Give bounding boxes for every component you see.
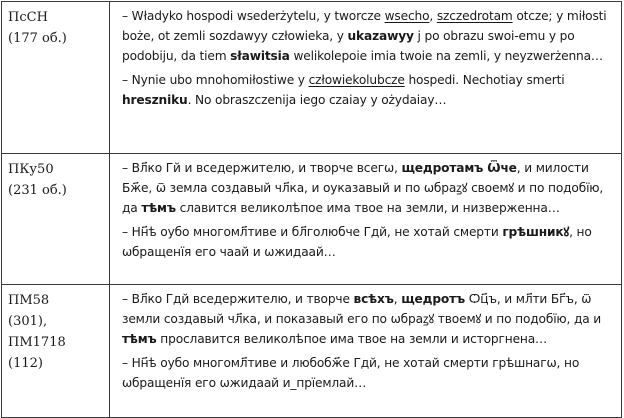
emphasized-word: щедротъ [401,292,466,306]
text-segment: . No obraszczenija iego czaiay y ożydaiay… [187,93,447,107]
text-segment: – Nynie ubo mnohomiłostiwe y [122,73,309,87]
text-paragraph [122,158,613,218]
text-segment: – Вл҃ко Гй и вседержителю, и творче всегѡ, [122,161,402,175]
text-cell [110,2,622,154]
text-paragraph [122,70,613,110]
text-segment: j po obrazu swoi-emu y po podobiju, da tiem [122,29,575,63]
source-label-line: (112) [8,356,43,371]
source-cell [2,154,110,285]
emphasized-word: грѣшникꙋ [502,225,570,239]
emphasized-word: тѣмъ [141,201,176,215]
text-segment: Ѻц҃ъ, и мл҃ти Бг҃ъ, ѿ земли создавый чл҃ка, и показавый его по ѡбраꙁꙋ твоемꙋ и по подобїю, да и [122,292,602,326]
table-row [2,2,622,154]
table-row [2,154,622,285]
source-label-line: (177 об.) [8,31,67,46]
underlined-word: wsecho [384,9,430,23]
emphasized-word: тѣмъ [122,332,157,346]
underlined-word: człowiekolubcze [308,73,405,87]
text-segment: прославится великолѣпое има твое на земли и исторгнена… [156,332,548,346]
emphasized-word: всѣхъ [353,292,394,306]
text-segment: – Władyko hospodi wsederżytelu, y tworcze [122,9,385,23]
text-segment: – Нн҃ѣ оубо многомл҃тиве и любобж҃е Гдй, не хотай смерти грѣшнагѡ, но ѡбращенїя его ѡжидаай и_прїемлай… [122,356,580,390]
source-label-line: (231 об.) [8,183,67,198]
text-segment: , [429,9,437,23]
text-segment: welikolepoie imia twoie na zemli, y neyzwerżenna… [289,49,603,63]
text-paragraph [122,289,613,349]
table-row [2,285,622,418]
source-label-line: ПМ58 [8,293,50,308]
text-segment: – Нн҃ѣ оубо многомл҃тиве и бл҃голюбче Гдй, не хотай смерти [122,225,503,239]
source-cell [2,2,110,154]
comparison-table [1,1,622,418]
text-cell [110,154,622,285]
underlined-word: szczedrotam [436,9,513,23]
text-paragraph [122,222,613,262]
text-segment: , но ѡбращенїя его чаай и ѡжидаай… [122,225,592,259]
source-label-line: (301), [8,314,48,329]
text-segment: hospedi. Nechotiay smerti [404,73,565,87]
emphasized-word: щедротамъ Ѿче [401,161,517,175]
text-segment: , [393,292,402,306]
source-label-line: ПсСН [8,10,48,25]
text-paragraph [122,6,613,66]
source-cell [2,285,110,418]
text-cell [110,285,622,418]
source-label-line: ПМ1718 [8,335,66,350]
text-segment: otcze; y miłosti boże, ot zemli sozdawyy człowieka, y [122,9,607,43]
text-segment: – Вл҃ко Гдй вседержителю, и творче [122,292,354,306]
text-segment: , и милости Бж҃е, ѿ земла создавый чл҃ка, и оуказавый и по ѡбраꙁꙋ своемꙋ и по подобїю, да [122,161,604,215]
emphasized-word: sławitsia [230,49,290,63]
emphasized-word: hreszniku [122,93,188,107]
text-paragraph [122,353,613,393]
source-label-line: ПКу50 [8,162,54,177]
text-segment: славится великолѣпое има твое на земли, и низверженна… [175,201,560,215]
emphasized-word: ukazawyy [347,29,414,43]
